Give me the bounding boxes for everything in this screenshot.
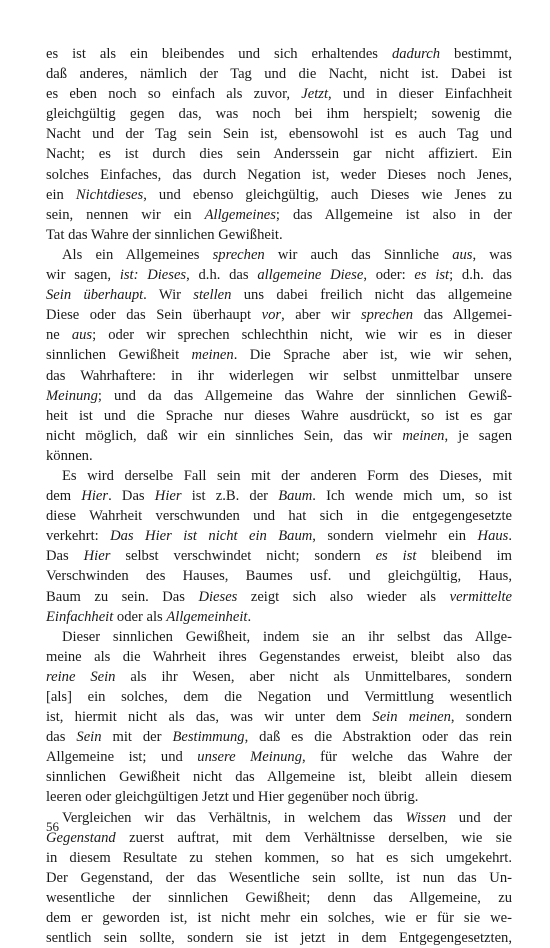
body-text: [46, 44, 512, 948]
text-run: , was: [472, 246, 513, 263]
text-run: dem er geworden ist, ist nicht mehr ein solches, wie er für sie we-: [46, 910, 512, 927]
text-run: Das: [46, 548, 84, 565]
page-number: 56: [46, 819, 59, 834]
text-line: [46, 888, 512, 908]
text-line: [46, 587, 512, 607]
text-line: [46, 546, 512, 566]
italic-emphasis: meinen: [402, 427, 445, 444]
italic-emphasis: Sein: [76, 729, 102, 746]
text-line: [46, 828, 512, 848]
italic-emphasis: Hier: [81, 488, 109, 505]
text-run: diese Wahrheit verschwunden und hat sich in die entgegengesetzte: [46, 508, 512, 525]
italic-emphasis: meinen: [191, 347, 234, 364]
text-run: heit ist und die Sprache nur dieses Wahre ausdrückt, so ist es gar: [46, 407, 512, 424]
text-line: [46, 245, 512, 265]
text-run: . Die Sprache aber ist, wie wir sehen,: [233, 347, 512, 364]
text-line: [46, 165, 512, 185]
italic-emphasis: unsere Meinung: [197, 749, 303, 766]
text-run: Diese oder das Sein überhaupt: [46, 307, 262, 324]
text-line: [46, 325, 512, 345]
text-line: [46, 667, 512, 687]
text-line: [46, 486, 512, 506]
text-line: [46, 687, 512, 707]
text-run: das Wahrhaftere: in ihr widerlegen wir selbst unmittelbar unsere: [46, 367, 512, 384]
text-run: dem: [46, 488, 82, 505]
italic-emphasis: Gegenstand: [46, 829, 116, 846]
italic-emphasis: es ist: [375, 548, 417, 565]
text-line: [46, 627, 512, 647]
text-run: , d.h. das: [186, 267, 258, 284]
italic-emphasis: Sein meinen: [372, 709, 451, 726]
italic-emphasis: Bestimmung: [172, 729, 245, 746]
text-run: können.: [46, 447, 93, 464]
text-line: [46, 607, 512, 627]
text-run: bestimmt,: [440, 46, 512, 62]
text-run: Nacht und der Tag sein Sein ist, ebensowohl ist es auch Tag und: [46, 126, 512, 143]
text-line: [46, 44, 512, 64]
text-run: selbst verschwindet nicht; sondern: [110, 548, 376, 565]
text-line: [46, 787, 512, 807]
text-run: sinnlichen Gewißheit: [46, 347, 192, 364]
text-run: ; oder wir sprechen schlechthin nicht, wie wir es in dieser: [92, 327, 512, 344]
text-run: ; und da das Allgemeine das Wahre der sinnlichen Gewiß-: [97, 387, 512, 404]
italic-emphasis: Hier: [154, 488, 182, 505]
italic-emphasis: Meinung: [46, 387, 98, 404]
text-run: ; d.h. das: [449, 267, 512, 284]
text-run: , und ebenso gleichgültig, auch Dieses wie Jenes zu: [143, 186, 512, 203]
text-run: [als] ein solches, dem die Negation und Vermittlung wesentlich: [46, 689, 512, 705]
text-run: in diesem Resultate zu stehen kommen, so hat es sich umgekehrt.: [46, 849, 512, 866]
text-line: [46, 366, 512, 386]
italic-emphasis: aus: [71, 327, 93, 344]
text-run: das Allgemei-: [413, 307, 512, 324]
text-run: ein: [46, 186, 76, 203]
text-run: als ihr Wesen, aber nicht als Unmittelbares, sondern: [115, 668, 513, 685]
text-run: , daß es die Abstraktion oder das rein: [244, 729, 513, 746]
text-line: [46, 808, 512, 828]
text-run: ne: [46, 327, 72, 344]
italic-emphasis: ist: Dieses: [119, 267, 187, 284]
text-run: Nacht; es ist durch dies sein Anderssein gar nicht affiziert. Ein: [46, 146, 512, 163]
text-run: es ist als ein bleibendes und sich erhaltendes: [46, 46, 392, 62]
text-line: [46, 747, 512, 767]
text-run: wir auch das Sinnliche: [264, 246, 453, 263]
italic-emphasis: dadurch: [391, 46, 441, 62]
text-line: [46, 144, 512, 164]
text-run: . Das: [108, 488, 155, 505]
text-line: [46, 566, 512, 586]
text-line: [46, 185, 512, 205]
text-run: ist z.B. der: [181, 488, 279, 505]
text-run: , sondern: [450, 709, 512, 726]
text-line: [46, 84, 512, 104]
text-line: [46, 928, 512, 948]
italic-emphasis: stellen: [193, 287, 232, 304]
text-run: verkehrt:: [46, 528, 111, 545]
text-line: [46, 426, 512, 446]
text-run: sinnlichen Gewißheit nicht das Allgemeine ist, bleibt allein diesem: [46, 769, 512, 786]
text-run: Dieser sinnlichen Gewißheit, indem sie an ihr selbst das Allge-: [62, 628, 512, 645]
text-line: [46, 707, 512, 727]
italic-emphasis: Wissen: [405, 809, 447, 826]
italic-emphasis: Hier: [83, 548, 111, 565]
text-run: oder als: [113, 608, 167, 625]
text-run: ist, hiermit nicht als das, was wir unter dem: [46, 709, 373, 726]
text-run: Es wird derselbe Fall sein mit der anderen Form des Dieses, mit: [62, 467, 512, 484]
text-run: .: [247, 608, 252, 625]
italic-emphasis: Jetzt: [301, 86, 328, 103]
text-line: [46, 506, 512, 526]
italic-emphasis: Allgemeinheit: [166, 608, 248, 625]
text-run: und der: [446, 809, 512, 826]
text-run: gleichgültig gegen das, was noch bei ihm herspielt; sowenig die: [46, 106, 512, 123]
italic-emphasis: allgemeine Diese: [257, 267, 364, 284]
text-line: [46, 386, 512, 406]
italic-emphasis: Dieses: [198, 588, 238, 605]
italic-emphasis: vor: [261, 307, 282, 324]
text-line: [46, 848, 512, 868]
text-run: bleibend im: [416, 548, 512, 565]
italic-emphasis: Baum: [278, 488, 313, 505]
text-line: [46, 64, 512, 84]
text-line: [46, 727, 512, 747]
text-run: daß anderes, nämlich der Tag und die Nacht, nicht ist. Dabei ist: [46, 66, 512, 83]
text-line: [46, 446, 512, 466]
text-run: solches Einfaches, das durch Negation ist, weder Dieses noch Jenes,: [46, 166, 512, 183]
italic-emphasis: Allgemeines: [204, 206, 276, 223]
text-line: [46, 767, 512, 787]
italic-emphasis: reine Sein: [46, 668, 116, 685]
text-line: [46, 225, 512, 245]
text-run: uns dabei freilich nicht das allgemeine: [231, 287, 512, 304]
italic-emphasis: sprechen: [212, 246, 265, 263]
text-line: [46, 647, 512, 667]
text-run: meine als die Wahrheit ihres Gegenstandes erweist, bleibt also das: [46, 648, 512, 665]
text-run: das: [46, 729, 77, 746]
italic-emphasis: Sein überhaupt: [46, 287, 144, 304]
text-run: . Wir: [143, 287, 194, 304]
text-line: [46, 406, 512, 426]
text-run: , oder:: [363, 267, 415, 284]
text-run: sein, nennen wir ein: [46, 206, 205, 223]
text-run: , sondern vielmehr ein: [312, 528, 478, 545]
text-line: [46, 205, 512, 225]
text-line: [46, 104, 512, 124]
text-run: leeren oder gleichgültigen Jetzt und Hier gegenüber noch übrig.: [46, 789, 419, 806]
text-run: nicht möglich, daß wir ein sinnliches Sein, das wir: [46, 427, 403, 444]
text-run: es eben noch so einfach als zuvor,: [46, 86, 302, 103]
text-run: Verschwinden des Hauses, Baumes usf. und gleichgültig, Haus,: [46, 568, 512, 585]
text-run: , und in dieser Einfachheit: [328, 86, 512, 103]
text-run: Allgemeine ist; und: [46, 749, 198, 766]
text-line: [46, 466, 512, 486]
text-run: mit der: [101, 729, 173, 746]
text-line: [46, 305, 512, 325]
text-run: Als ein Allgemeines: [62, 246, 213, 263]
italic-emphasis: es ist: [414, 267, 450, 284]
text-run: Tat das Wahre der sinnlichen Gewißheit.: [46, 226, 283, 243]
italic-emphasis: Das Hier ist nicht ein Baum: [110, 528, 313, 545]
text-run: , aber wir: [281, 307, 361, 324]
text-run: wesentliche der sinnlichen Gewißheit; denn das Allgemeine, zu: [46, 889, 512, 906]
text-line: [46, 908, 512, 928]
text-run: Vergleichen wir das Verhältnis, in welchem das: [62, 809, 406, 826]
text-run: wir sagen,: [46, 267, 120, 284]
text-run: , für welche das Wahre der: [302, 749, 512, 766]
text-run: , je sagen: [444, 427, 512, 444]
italic-emphasis: Einfachheit: [46, 608, 114, 625]
text-run: zeigt sich also wieder als: [237, 588, 450, 605]
text-run: Baum zu sein. Das: [46, 588, 199, 605]
text-line: [46, 285, 512, 305]
text-line: [46, 868, 512, 888]
text-run: zuerst auftrat, mit dem Verhältnisse derselben, wie sie: [115, 829, 512, 846]
text-run: .: [508, 528, 512, 545]
italic-emphasis: Haus: [477, 528, 509, 545]
text-line: [46, 124, 512, 144]
italic-emphasis: aus: [452, 246, 473, 263]
text-run: ; das Allgemeine ist also in der: [275, 206, 512, 223]
text-line: [46, 265, 512, 285]
text-run: sentlich sein sollte, sondern sie ist jetzt in dem Entgegengesetzten,: [46, 930, 512, 947]
text-line: [46, 526, 512, 546]
text-run: . Ich wende mich um, so ist: [312, 488, 512, 505]
italic-emphasis: Nichtdieses: [75, 186, 144, 203]
italic-emphasis: vermittelte: [449, 588, 512, 605]
italic-emphasis: sprechen: [360, 307, 414, 324]
text-run: Der Gegenstand, der das Wesentliche sein sollte, ist nun das Un-: [46, 869, 512, 886]
text-line: [46, 345, 512, 365]
